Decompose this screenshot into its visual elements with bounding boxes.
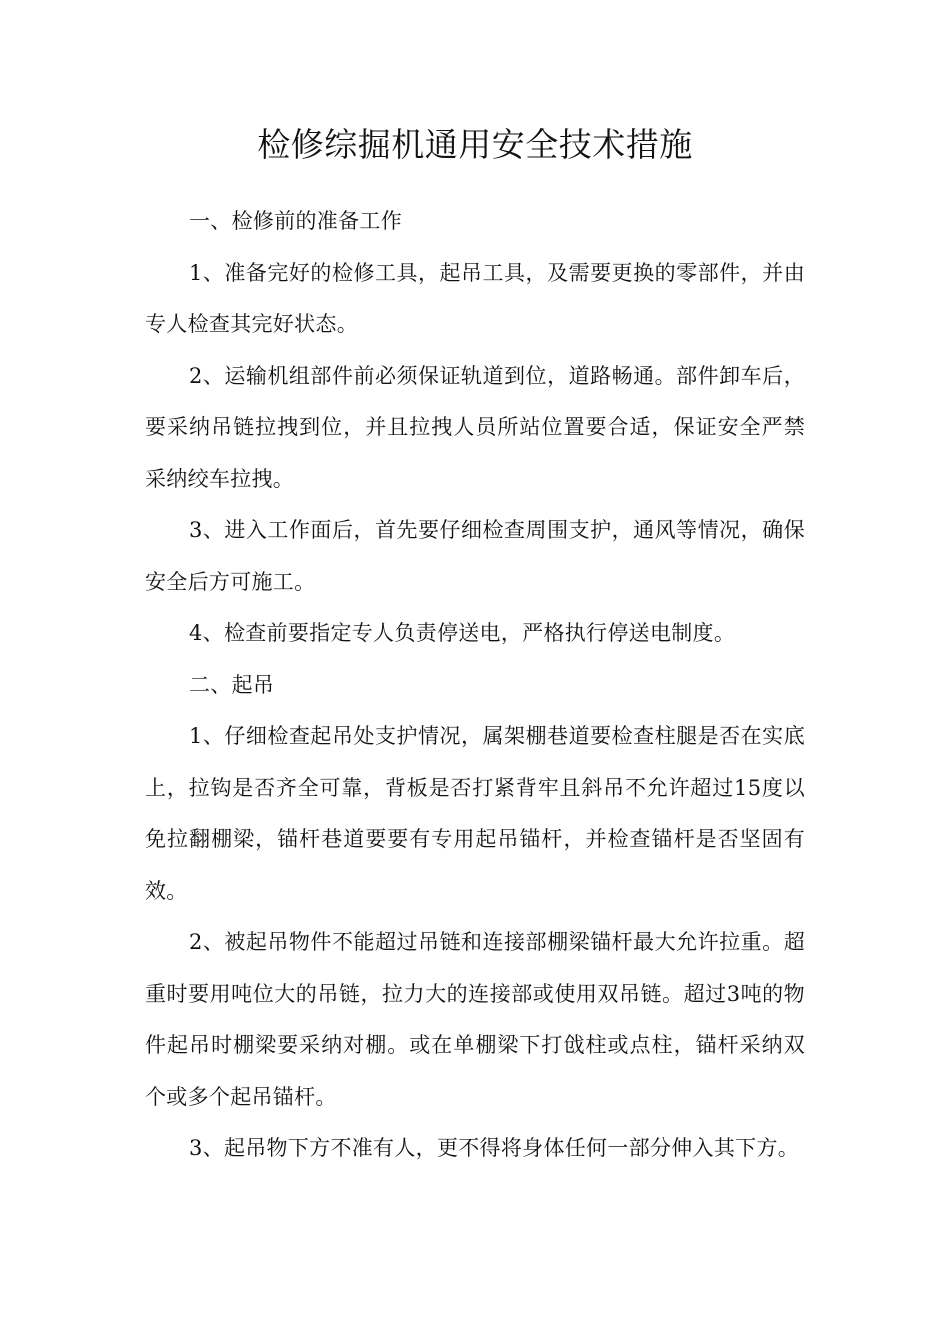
paragraph-item: 1、仔细检查起吊处支护情况，属架棚巷道要检查柱腿是否在实底上，拉钩是否齐全可靠，背板是否打紧背牢且斜吊不允许超过15度以免拉翻棚梁，锚杆巷道要要有专用起吊锚杆，并检查锚杆是否坚固有效。 — [145, 724, 805, 903]
document-body — [145, 196, 805, 1175]
paragraph-item: 1、准备完好的检修工具，起吊工具，及需要更换的零部件，并由专人检查其完好状态。 — [145, 260, 805, 336]
paragraph-item: 3、起吊物下方不准有人，更不得将身体任何一部分伸入其下方。 — [189, 1136, 800, 1160]
paragraph-item: 3、进入工作面后，首先要仔细检查周围支护，通风等情况，确保安全后方可施工。 — [145, 518, 805, 594]
paragraph-item: 2、被起吊物件不能超过吊链和连接部棚梁锚杆最大允许拉重。超重时要用吨位大的吊链，拉力大的连接部或使用双吊链。超过3吨的物件起吊时棚梁要采纳对棚。或在单棚梁下打戗柱或点柱，锚杆采纳双个或多个起吊锚杆。 — [145, 930, 805, 1109]
section-heading-lifting: 二、起吊 — [189, 672, 275, 697]
document-title: 检修综掘机通用安全技术措施 — [257, 125, 693, 164]
section-heading-preparation: 一、检修前的准备工作 — [189, 209, 402, 233]
paragraph-item: 2、运输机组部件前必须保证轨道到位，道路畅通。部件卸车后，要采纳吊链拉拽到位，并且拉拽人员所站位置要合适，保证安全严禁采纳绞车拉拽。 — [145, 363, 805, 491]
paragraph-item: 4、检查前要指定专人负责停送电，严格执行停送电制度。 — [189, 621, 736, 645]
